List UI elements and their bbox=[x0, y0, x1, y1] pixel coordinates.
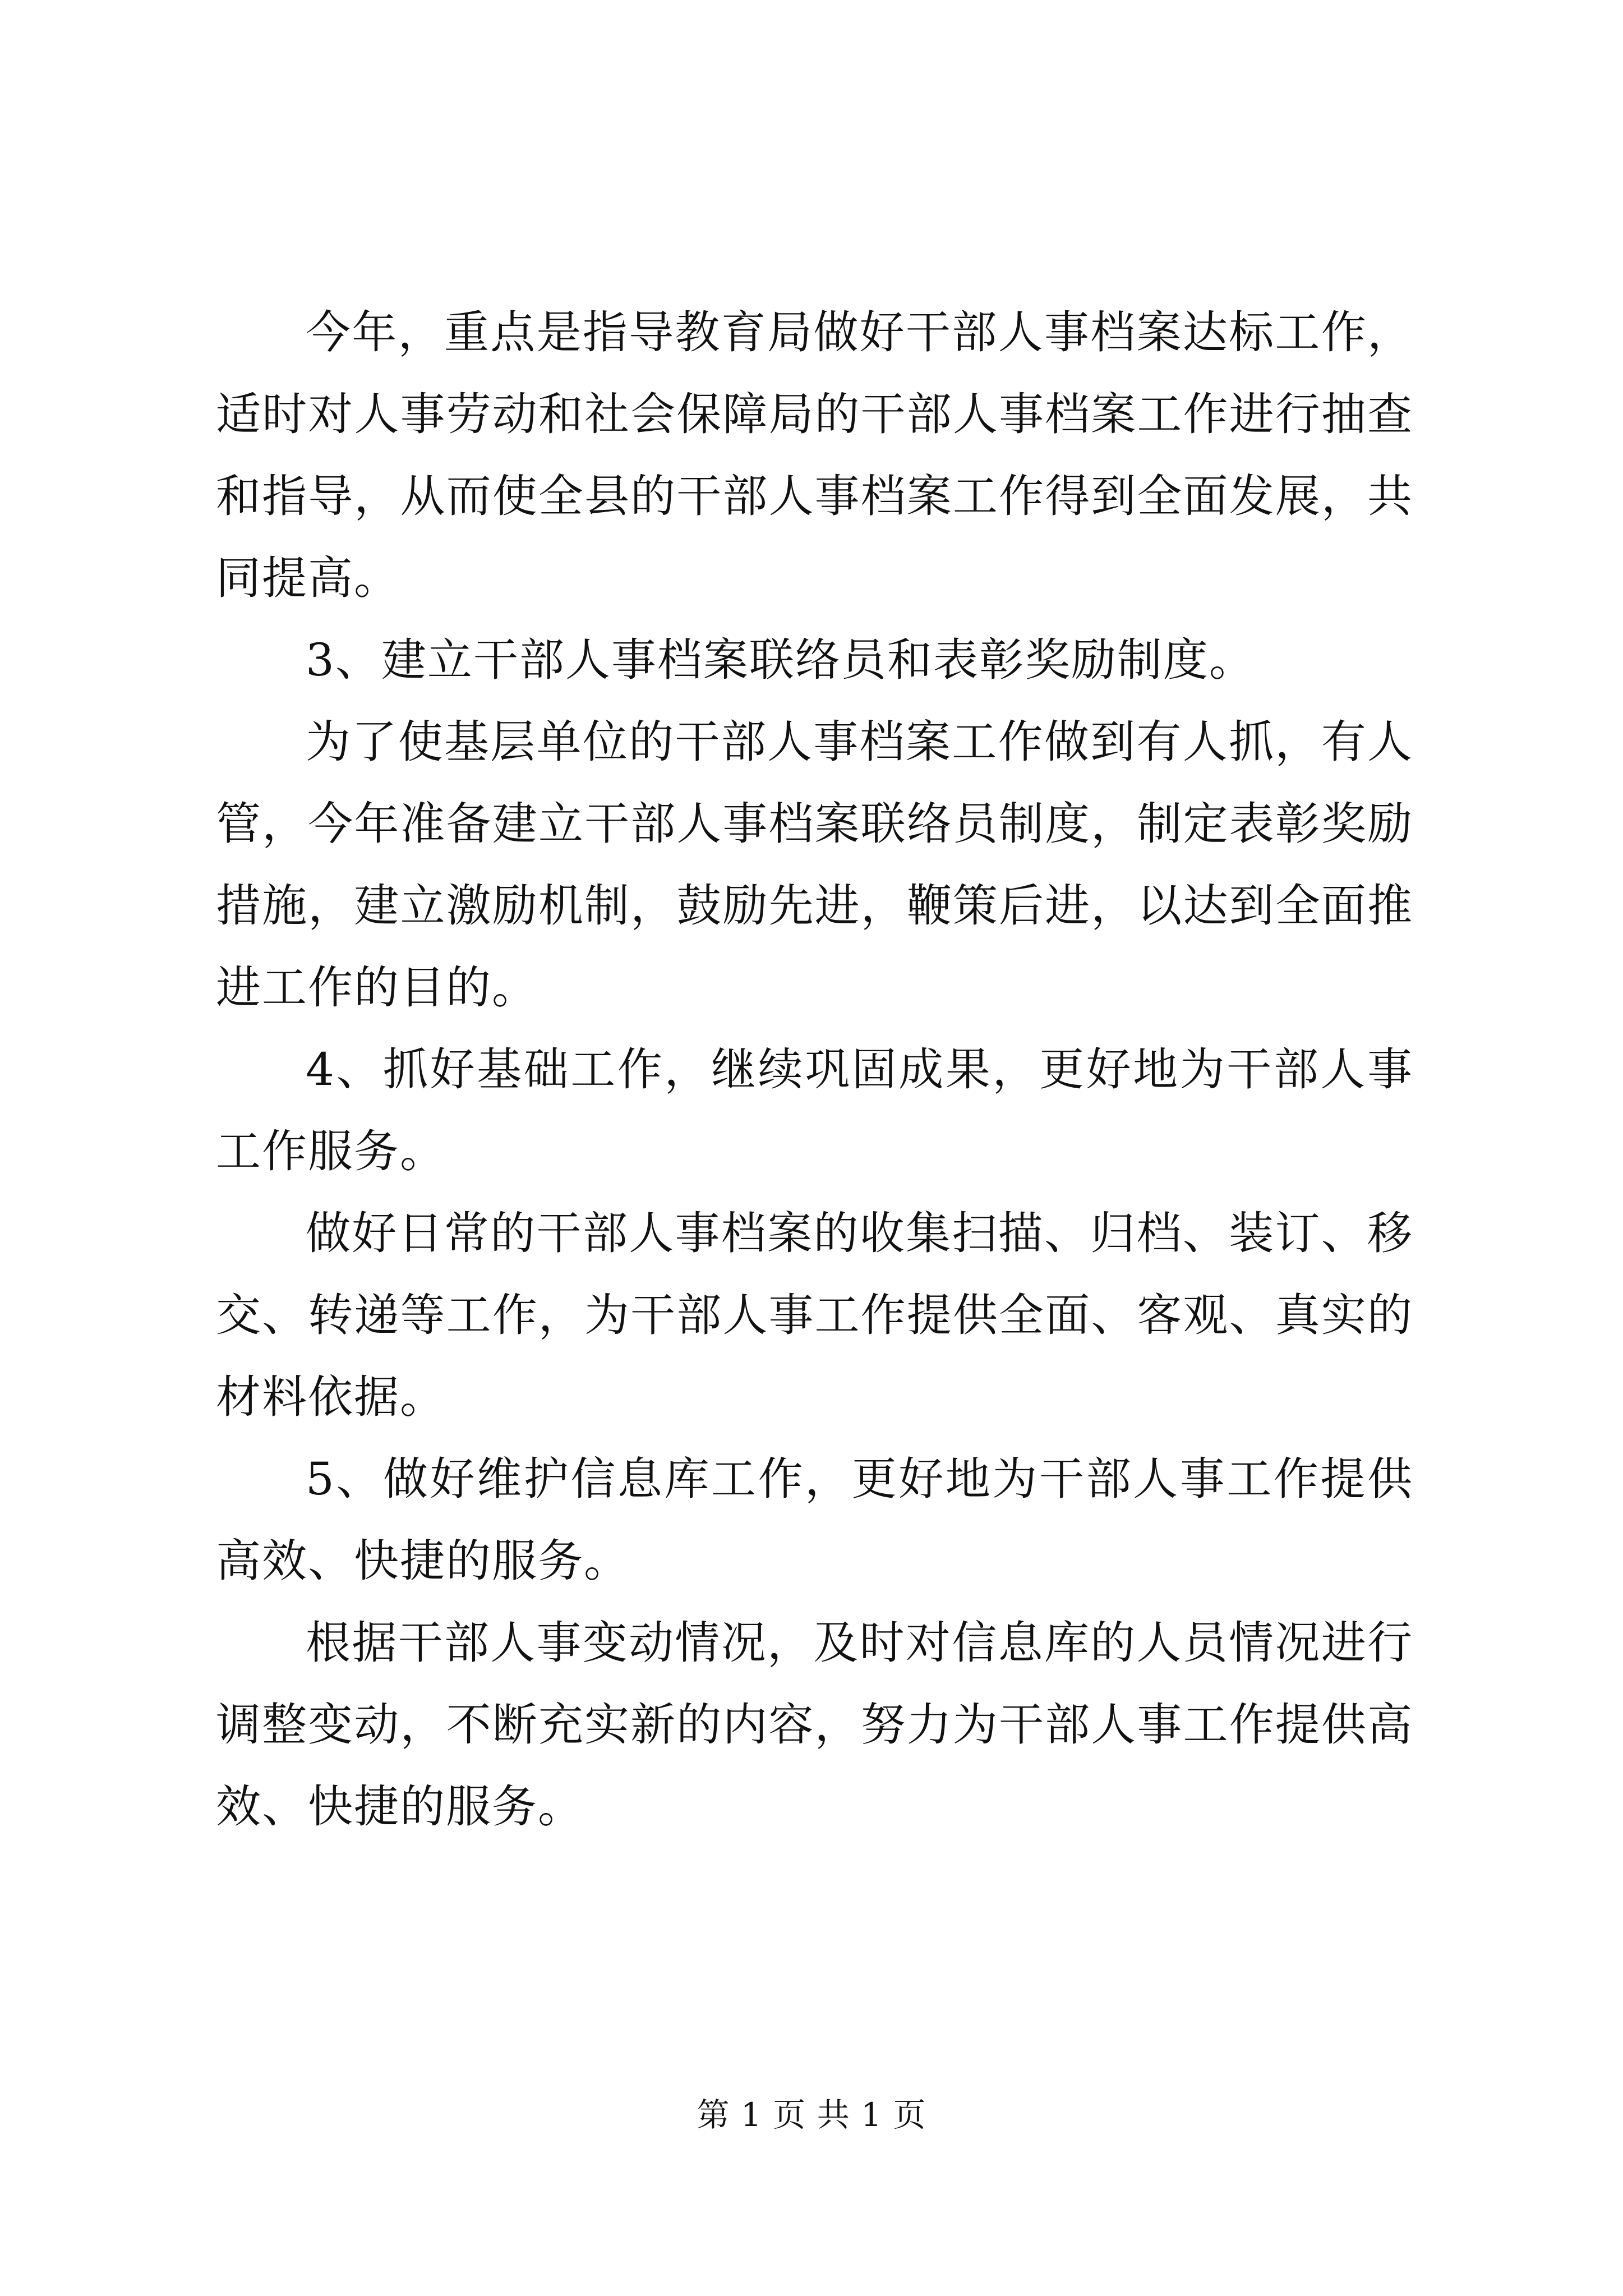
paragraph-5: 做好日常的干部人事档案的收集扫描、归档、装订、移交、转递等工作，为干部人事工作提供全面、客观、真实的材料依据。 bbox=[216, 1207, 1413, 1423]
paragraph-3: 为了使基层单位的干部人事档案工作做到有人抓，有人管，今年准备建立干部人事档案联络员制度，制定表彰奖励措施，建立激励机制，鼓励先进，鞭策后进，以达到全面推进工作的目的。 bbox=[216, 716, 1413, 1014]
page-footer bbox=[0, 2092, 1623, 2137]
paragraph-4-heading: 4、抓好基础工作，继续巩固成果，更好地为干部人事工作服务。 bbox=[216, 1043, 1413, 1177]
paragraph-1: 今年，重点是指导教育局做好干部人事档案达标工作，适时对人事劳动和社会保障局的干部人事档案工作进行抽查和指导，从而使全县的干部人事档案工作得到全面发展，共同提高。 bbox=[216, 306, 1413, 604]
document-body bbox=[216, 292, 1413, 1848]
paragraph-6-heading: 5、做好维护信息库工作，更好地为干部人事工作提供高效、快捷的服务。 bbox=[216, 1453, 1413, 1587]
paragraph-7: 根据干部人事变动情况，及时对信息库的人员情况进行调整变动，不断充实新的内容，努力为干部人事工作提供高效、快捷的服务。 bbox=[216, 1617, 1413, 1833]
paragraph-2-heading: 3、建立干部人事档案联络员和表彰奖励制度。 bbox=[306, 634, 1255, 686]
page-number: 第 1 页 共 1 页 bbox=[697, 2096, 926, 2134]
